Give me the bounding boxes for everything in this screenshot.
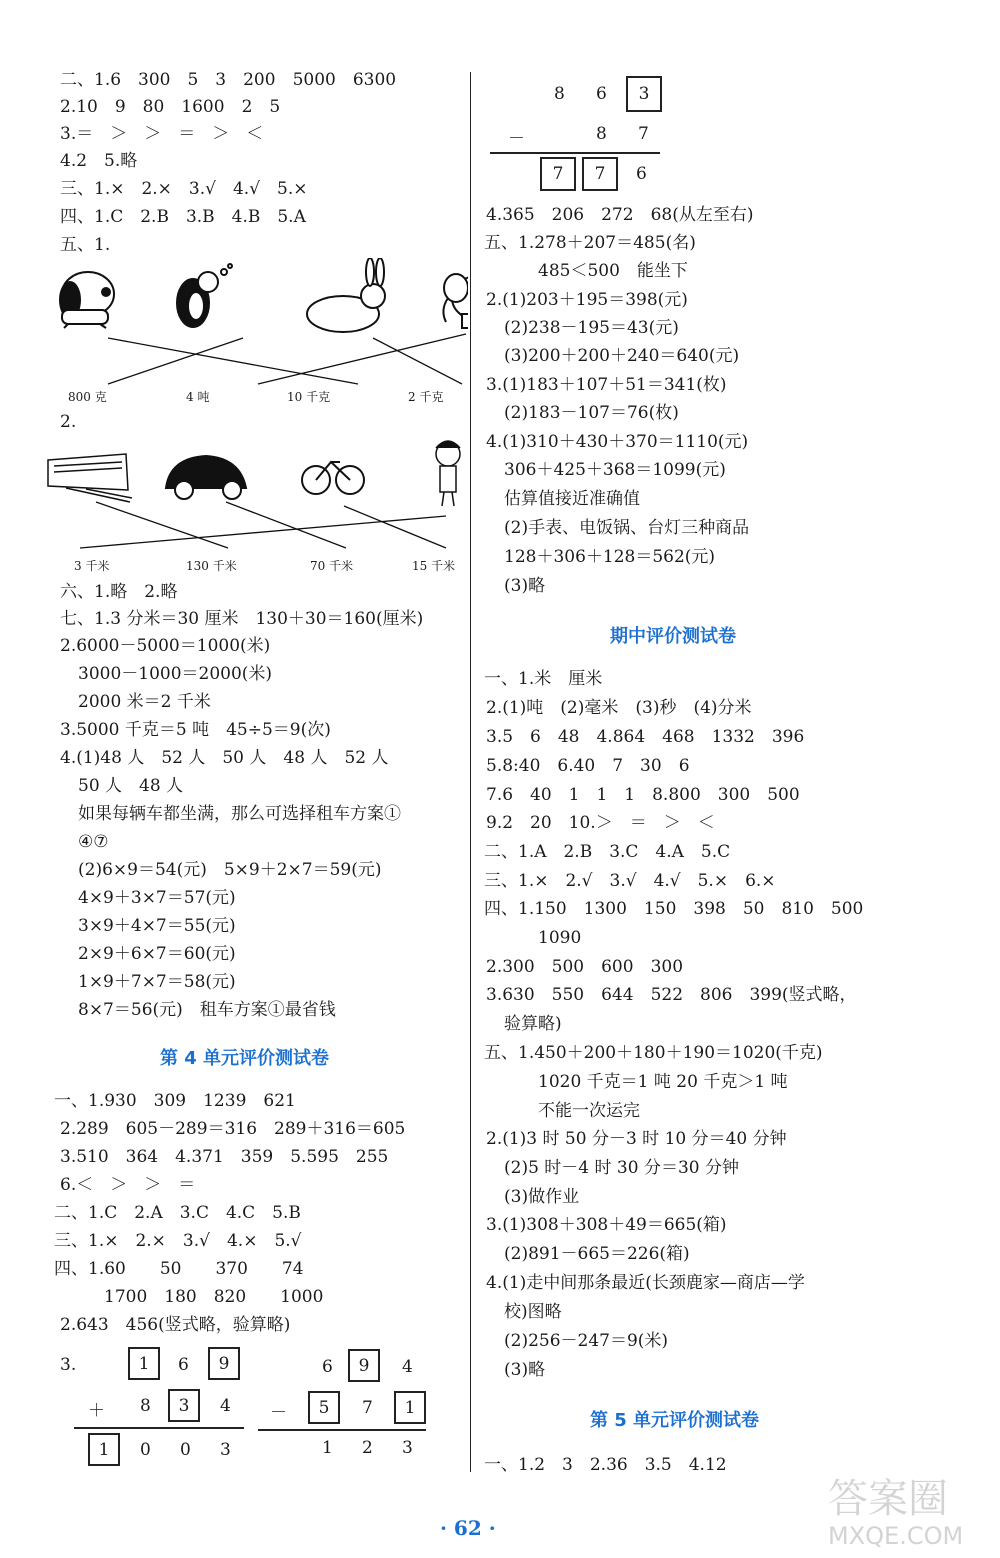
answer-line: 四、1.C 2.B 3.B 4.B 5.A	[60, 207, 306, 227]
digit: 3	[402, 1438, 413, 1458]
answer-line: 3.(1)308＋308＋49＝665(箱)	[486, 1215, 727, 1235]
digit-box: 1	[88, 1433, 120, 1466]
answer-line: 五、1.450＋200＋180＋190＝1020(千克)	[484, 1043, 823, 1063]
digit: 6	[322, 1357, 333, 1377]
answer-line: 2.289 605－289＝316 289＋316＝605	[60, 1119, 406, 1139]
answer-line: 1020 千克＝1 吨 20 千克＞1 吨	[538, 1072, 788, 1092]
digit-box: 5	[308, 1391, 340, 1424]
answer-line: 4×9＋3×7＝57(元)	[78, 888, 236, 908]
watermark-top-text: 答案圈	[828, 1476, 948, 1522]
answer-line: 1700 180 820 1000	[104, 1287, 324, 1307]
bicycle-icon	[302, 462, 364, 494]
digit: 6	[178, 1355, 189, 1375]
answer-line: 验算略)	[504, 1014, 562, 1034]
answer-line: (3)做作业	[504, 1187, 580, 1207]
answer-line: 二、1.A 2.B 3.C 4.A 5.C	[484, 842, 731, 862]
train-icon	[48, 454, 132, 502]
answer-line: 2.(1)203＋195＝398(元)	[486, 290, 688, 310]
answer-line: 七、1.3 分米＝30 厘米 130＋30＝160(厘米)	[60, 609, 424, 629]
minus-sign: －	[270, 1403, 287, 1423]
answer-line: 2.10 9 80 1600 2 5	[60, 97, 281, 117]
dog-icon	[60, 272, 114, 328]
answer-line: (2)238－195＝43(元)	[504, 318, 679, 338]
answer-line: 3.5 6 48 4.864 468 1332 396	[486, 727, 805, 747]
answer-line: 四、1.150 1300 150 398 50 810 500	[484, 899, 864, 919]
answer-line: 三、1.× 2.× 3.√ 4.× 5.√	[54, 1231, 302, 1251]
elephant-icon	[443, 274, 468, 328]
answer-line: 3.510 364 4.371 359 5.595 255	[60, 1147, 389, 1167]
answer-line: 四、1.60 50 370 74	[54, 1259, 304, 1279]
answer-line: 2.643 456(竖式略，验算略)	[60, 1315, 291, 1335]
answer-line: (3)略	[504, 1360, 546, 1380]
digit-box: 7	[540, 157, 576, 191]
answer-line: 二、1.6 300 5 3 200 5000 6300	[60, 70, 397, 90]
distance-label: 15 千米	[412, 559, 456, 573]
answer-line: 3.＝ ＞ ＞ ＝ ＞ ＜	[60, 124, 264, 144]
digit: 2	[362, 1438, 373, 1458]
answer-line: 3×9＋4×7＝55(元)	[78, 916, 236, 936]
answer-line: 50 人 48 人	[78, 776, 184, 796]
answer-line: 2×9＋6×7＝60(元)	[78, 944, 236, 964]
plus-sign: ＋	[88, 1401, 105, 1421]
answer-line: 三、1.× 2.√ 3.√ 4.√ 5.× 6.×	[484, 871, 776, 891]
answer-line: (2)6×9＝54(元) 5×9＋2×7＝59(元)	[78, 860, 382, 880]
penguin-icon	[177, 264, 232, 327]
weight-label: 4 吨	[186, 390, 210, 404]
answer-line: 一、1.米 厘米	[484, 669, 603, 689]
answer-line: 3.630 550 644 522 806 399(竖式略，	[486, 985, 857, 1005]
digit: 7	[362, 1398, 373, 1418]
digit: 1	[322, 1438, 333, 1458]
answer-line: ④⑦	[78, 832, 109, 852]
watermark-bottom-text: MXQE.COM	[828, 1522, 964, 1550]
answer-line: 9.2 20 10.＞ ＝ ＞ ＜	[486, 813, 715, 833]
answer-line: 3000－1000＝2000(米)	[78, 664, 273, 684]
weight-label: 10 千克	[287, 390, 331, 404]
answer-line: 128＋306＋128＝562(元)	[504, 547, 716, 567]
digit: 3	[220, 1440, 231, 1460]
answer-line: 4.(1)48 人 52 人 50 人 48 人 52 人	[60, 748, 389, 768]
answer-line: (2)手表、电饭锅、台灯三种商品	[504, 518, 750, 538]
answer-line: 2.300 500 600 300	[486, 957, 684, 977]
answer-line: 6.＜ ＞ ＞ ＝	[60, 1175, 196, 1195]
answer-line: 3.5000 千克＝5 吨 45÷5＝9(次)	[60, 720, 331, 740]
answer-line: 校)图略	[504, 1302, 562, 1322]
answer-line: 估算值接近准确值	[504, 489, 640, 509]
digit: 8	[554, 84, 565, 104]
digit: 4	[220, 1396, 231, 1416]
digit: 6	[636, 164, 647, 184]
answer-line: (2)891－665＝226(箱)	[504, 1244, 690, 1264]
distance-label: 3 千米	[74, 559, 110, 573]
weight-label: 800 克	[68, 390, 107, 404]
answer-line: 3.(1)183＋107＋51＝341(枚)	[486, 375, 727, 395]
answer-line: 3.	[60, 1355, 77, 1375]
answer-line: 二、1.C 2.A 3.C 4.C 5.B	[54, 1203, 301, 1223]
sum-line	[74, 1427, 244, 1429]
car-icon	[166, 456, 246, 499]
answer-line: 六、1.略 2.略	[60, 582, 178, 602]
digit-box: 3	[626, 76, 662, 112]
answer-line: 5.8:40 6.40 7 30 6	[486, 756, 690, 776]
answer-line: 1090	[538, 928, 582, 948]
digit-box: 3	[168, 1389, 200, 1422]
answer-line: 4.(1)走中间那条最近(长颈鹿家—商店—学	[486, 1273, 805, 1293]
answer-line: 如果每辆车都坐满，那么可选择租车方案①	[78, 804, 401, 824]
digit-box: 1	[394, 1391, 426, 1424]
vehicle-distance-matching-figure	[46, 440, 466, 560]
rabbit-icon	[307, 258, 385, 332]
digit: 8	[596, 124, 607, 144]
section-heading: 第 4 单元评价测试卷	[160, 1048, 330, 1069]
page-number: · 62 ·	[440, 1516, 496, 1540]
digit: 8	[140, 1396, 151, 1416]
answer-line: 485＜500 能坐下	[538, 261, 688, 281]
digit: 0	[140, 1440, 151, 1460]
answer-line: (3)200＋200＋240＝640(元)	[504, 346, 740, 366]
answer-line: 五、1.278＋207＝485(名)	[484, 233, 696, 253]
answer-line: (2)5 时－4 时 30 分＝30 分钟	[504, 1158, 739, 1178]
section-heading: 期中评价测试卷	[610, 626, 736, 647]
digit: 4	[402, 1357, 413, 1377]
answer-line: 7.6 40 1 1 1 8.800 300 500	[486, 785, 800, 805]
answer-line: 五、1.	[60, 235, 111, 255]
boy-icon	[436, 441, 460, 506]
digit: 0	[180, 1440, 191, 1460]
digit-box: 7	[582, 157, 618, 191]
answer-line: 三、1.× 2.× 3.√ 4.√ 5.×	[60, 179, 308, 199]
digit-box: 9	[348, 1349, 380, 1382]
minus-sign: －	[508, 129, 525, 149]
distance-label: 70 千米	[310, 559, 354, 573]
digit-box: 9	[208, 1347, 240, 1380]
answer-line: 8×7＝56(元) 租车方案①最省钱	[78, 1000, 336, 1020]
weight-label: 2 千克	[408, 390, 444, 404]
answer-line: 一、1.930 309 1239 621	[54, 1091, 296, 1111]
answer-line: 4.2 5.略	[60, 151, 138, 171]
digit: 7	[638, 124, 649, 144]
answer-line: 306＋425＋368＝1099(元)	[504, 460, 726, 480]
answer-line: 2.	[60, 412, 77, 432]
answer-line: 2.(1)吨 (2)毫米 (3)秒 (4)分米	[486, 698, 752, 718]
answer-line: (3)略	[504, 576, 546, 596]
answer-line: 4.365 206 272 68(从左至右)	[486, 205, 754, 225]
section-heading: 第 5 单元评价测试卷	[590, 1410, 760, 1431]
digit-box: 1	[128, 1347, 160, 1380]
distance-label: 130 千米	[186, 559, 237, 573]
answer-line: 一、1.2 3 2.36 3.5 4.12	[484, 1455, 727, 1475]
digit: 6	[596, 84, 607, 104]
answer-line: (2)256－247＝9(米)	[504, 1331, 669, 1351]
difference-line	[490, 152, 660, 154]
watermark-logo	[822, 1470, 990, 1550]
answer-line: 4.(1)310＋430＋370＝1110(元)	[486, 432, 749, 452]
answer-line: 2.(1)3 时 50 分－3 时 10 分＝40 分钟	[486, 1129, 787, 1149]
difference-line	[258, 1429, 426, 1431]
column-divider	[470, 72, 471, 1472]
answer-line: (2)183－107＝76(枚)	[504, 403, 679, 423]
animal-weight-matching-figure	[48, 258, 468, 408]
answer-line: 不能一次运完	[538, 1101, 640, 1121]
answer-line: 2000 米＝2 千米	[78, 692, 211, 712]
answer-line: 2.6000－5000＝1000(米)	[60, 636, 271, 656]
answer-line: 1×9＋7×7＝58(元)	[78, 972, 236, 992]
